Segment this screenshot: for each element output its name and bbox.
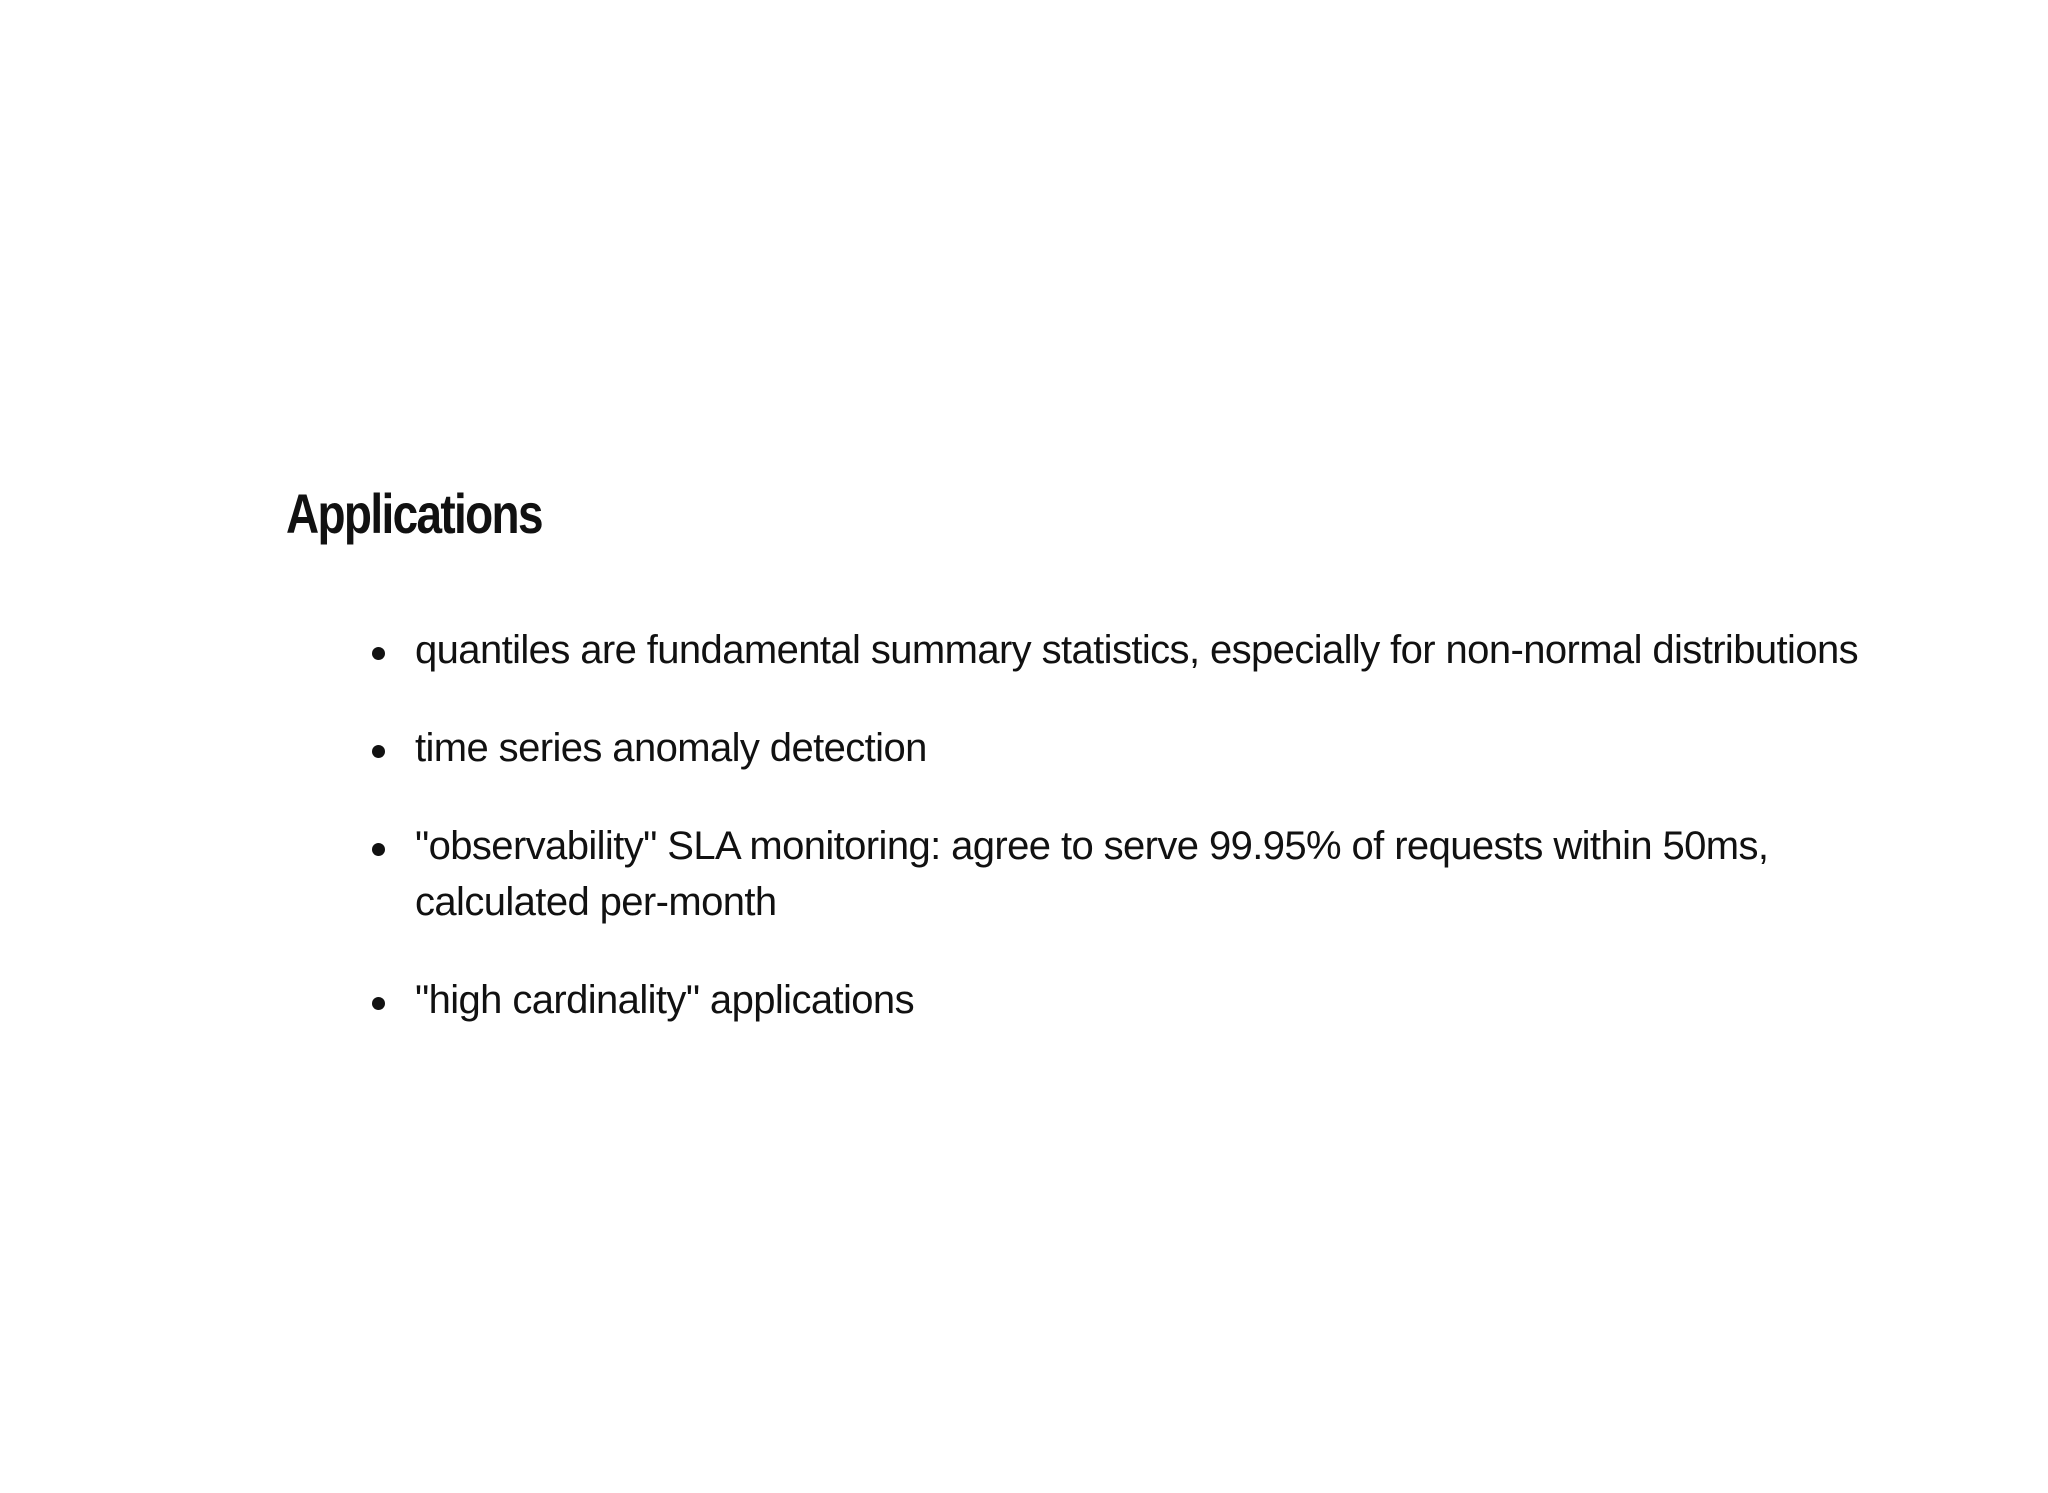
- bullet-icon: [372, 843, 385, 856]
- slide-title: Applications: [286, 482, 542, 545]
- bullet-icon: [372, 997, 385, 1010]
- bullet-icon: [372, 745, 385, 758]
- bullet-list: [415, 622, 1915, 1070]
- bullet-text: time series anomaly detection: [415, 726, 927, 770]
- bullet-text: quantiles are fundamental summary statistics, especially for non-normal distributions: [415, 628, 1859, 672]
- bullet-text: "observability" SLA monitoring: agree to serve 99.95% of requests within 50ms, calculated per-month: [415, 824, 1769, 924]
- bullet-text: "high cardinality" applications: [415, 978, 914, 1022]
- list-item: [415, 720, 1915, 776]
- list-item: [415, 818, 1915, 930]
- list-item: [415, 972, 1915, 1028]
- bullet-icon: [372, 647, 385, 660]
- list-item: [415, 622, 1915, 678]
